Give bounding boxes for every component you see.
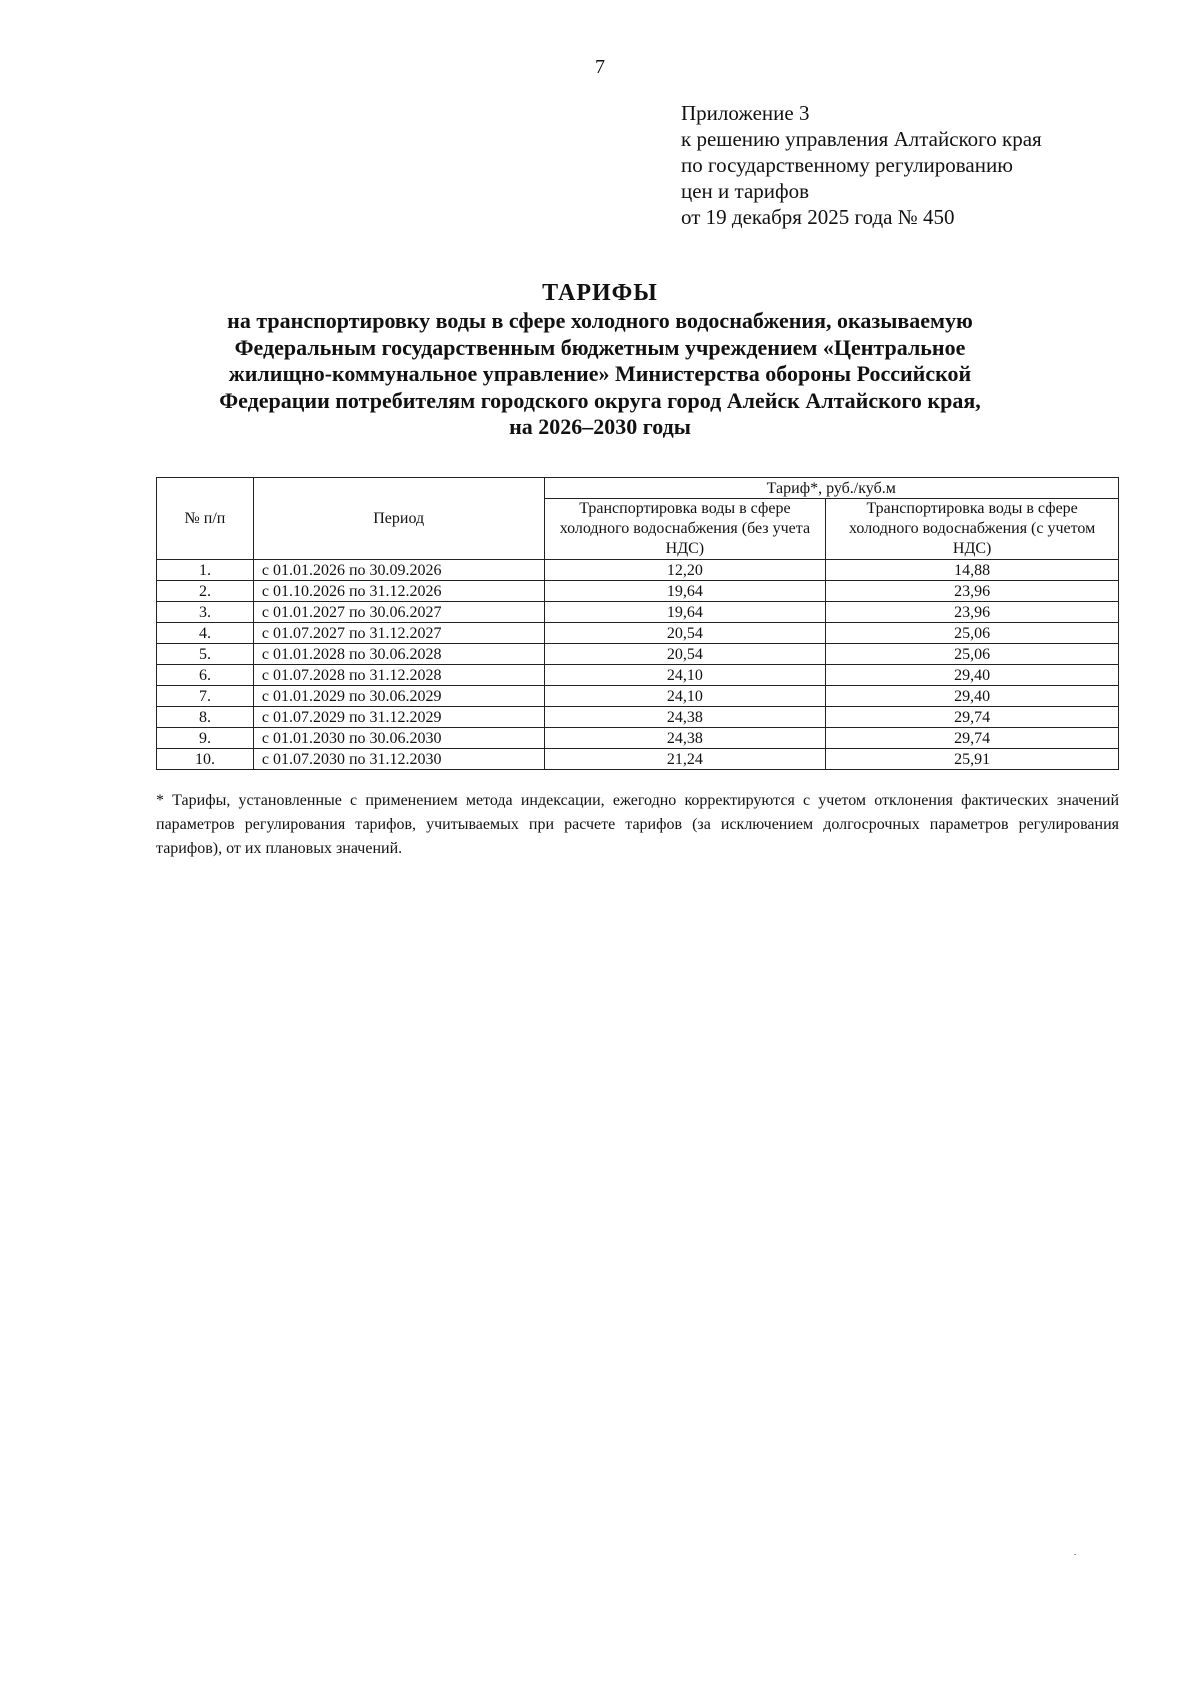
header-num: № п/п xyxy=(157,478,254,560)
cell-num: 8. xyxy=(157,707,254,728)
cell-without-vat: 20,54 xyxy=(544,644,826,665)
scan-speck xyxy=(1074,1554,1076,1555)
table-row xyxy=(157,665,1119,686)
header-tariff: Тариф*, руб./куб.м xyxy=(544,478,1118,499)
cell-without-vat: 24,10 xyxy=(544,665,826,686)
cell-without-vat: 24,38 xyxy=(544,728,826,749)
cell-with-vat: 25,06 xyxy=(826,644,1119,665)
cell-num: 10. xyxy=(157,749,254,770)
cell-with-vat: 29,40 xyxy=(826,665,1119,686)
footnote: * Тарифы, установленные с применением метода индексации, ежегодно корректируются с учетом отклонения фактических значений параметров регулирования тарифов, учитываемых при расчете тарифов (за исключением долгосрочных параметров регулирования тарифов), от их плановых значений. xyxy=(156,792,1119,857)
document-title xyxy=(0,278,1200,441)
cell-without-vat: 12,20 xyxy=(544,560,826,581)
header-without-vat: Транспортировка воды в сфере холодного водоснабжения (без учета НДС) xyxy=(544,499,826,560)
appendix-line: по государственному регулированию xyxy=(681,153,1013,177)
appendix-line: Приложение 3 xyxy=(681,101,810,125)
cell-period: с 01.07.2027 по 31.12.2027 xyxy=(253,623,544,644)
cell-period: с 01.07.2030 по 31.12.2030 xyxy=(253,749,544,770)
appendix-block xyxy=(681,100,1042,230)
cell-period: с 01.01.2029 по 30.06.2029 xyxy=(253,686,544,707)
table-row xyxy=(157,623,1119,644)
cell-period: с 01.01.2028 по 30.06.2028 xyxy=(253,644,544,665)
table-row xyxy=(157,707,1119,728)
header-period: Период xyxy=(253,478,544,560)
appendix-line: от 19 декабря 2025 года № 450 xyxy=(681,205,955,229)
appendix-line: к решению управления Алтайского края xyxy=(681,127,1042,151)
cell-without-vat: 24,10 xyxy=(544,686,826,707)
cell-with-vat: 25,06 xyxy=(826,623,1119,644)
appendix-line: цен и тарифов xyxy=(681,179,810,203)
page-number: 7 xyxy=(595,56,605,78)
tariff-table xyxy=(156,477,1119,770)
cell-period: с 01.01.2030 по 30.06.2030 xyxy=(253,728,544,749)
cell-num: 9. xyxy=(157,728,254,749)
cell-without-vat: 19,64 xyxy=(544,602,826,623)
subtitle-line: на 2026–2030 годы xyxy=(509,414,691,439)
subtitle-line: Федеральным государственным бюджетным учреждением «Центральное xyxy=(234,334,966,360)
cell-with-vat: 23,96 xyxy=(826,602,1119,623)
table-row xyxy=(157,686,1119,707)
cell-period: с 01.07.2029 по 31.12.2029 xyxy=(253,707,544,728)
table-row xyxy=(157,602,1119,623)
cell-num: 7. xyxy=(157,686,254,707)
cell-period: с 01.01.2027 по 30.06.2027 xyxy=(253,602,544,623)
cell-num: 3. xyxy=(157,602,254,623)
cell-period: с 01.07.2028 по 31.12.2028 xyxy=(253,665,544,686)
cell-without-vat: 24,38 xyxy=(544,707,826,728)
cell-with-vat: 29,40 xyxy=(826,686,1119,707)
cell-with-vat: 25,91 xyxy=(826,749,1119,770)
cell-num: 5. xyxy=(157,644,254,665)
table-row xyxy=(157,560,1119,581)
cell-period: с 01.01.2026 по 30.09.2026 xyxy=(253,560,544,581)
table-header-row xyxy=(157,478,1119,499)
cell-without-vat: 19,64 xyxy=(544,581,826,602)
subtitle-line: жилищно-коммунальное управление» Министерства обороны Российской xyxy=(228,361,972,386)
table-row xyxy=(157,581,1119,602)
subtitle-line: Федерации потребителям городского округа город Алейск Алтайского края, xyxy=(219,387,981,413)
cell-without-vat: 20,54 xyxy=(544,623,826,644)
cell-without-vat: 21,24 xyxy=(544,749,826,770)
cell-with-vat: 29,74 xyxy=(826,728,1119,749)
page-title: ТАРИФЫ xyxy=(542,280,658,306)
cell-num: 6. xyxy=(157,665,254,686)
cell-with-vat: 29,74 xyxy=(826,707,1119,728)
cell-num: 1. xyxy=(157,560,254,581)
table-row xyxy=(157,728,1119,749)
cell-period: с 01.10.2026 по 31.12.2026 xyxy=(253,581,544,602)
cell-with-vat: 14,88 xyxy=(826,560,1119,581)
header-with-vat: Транспортировка воды в сфере холодного водоснабжения (с учетом НДС) xyxy=(826,499,1119,560)
table-row xyxy=(157,749,1119,770)
cell-with-vat: 23,96 xyxy=(826,581,1119,602)
cell-num: 4. xyxy=(157,623,254,644)
cell-num: 2. xyxy=(157,581,254,602)
subtitle-line: на транспортировку воды в сфере холодного водоснабжения, оказываемую xyxy=(227,308,973,333)
table-row xyxy=(157,644,1119,665)
